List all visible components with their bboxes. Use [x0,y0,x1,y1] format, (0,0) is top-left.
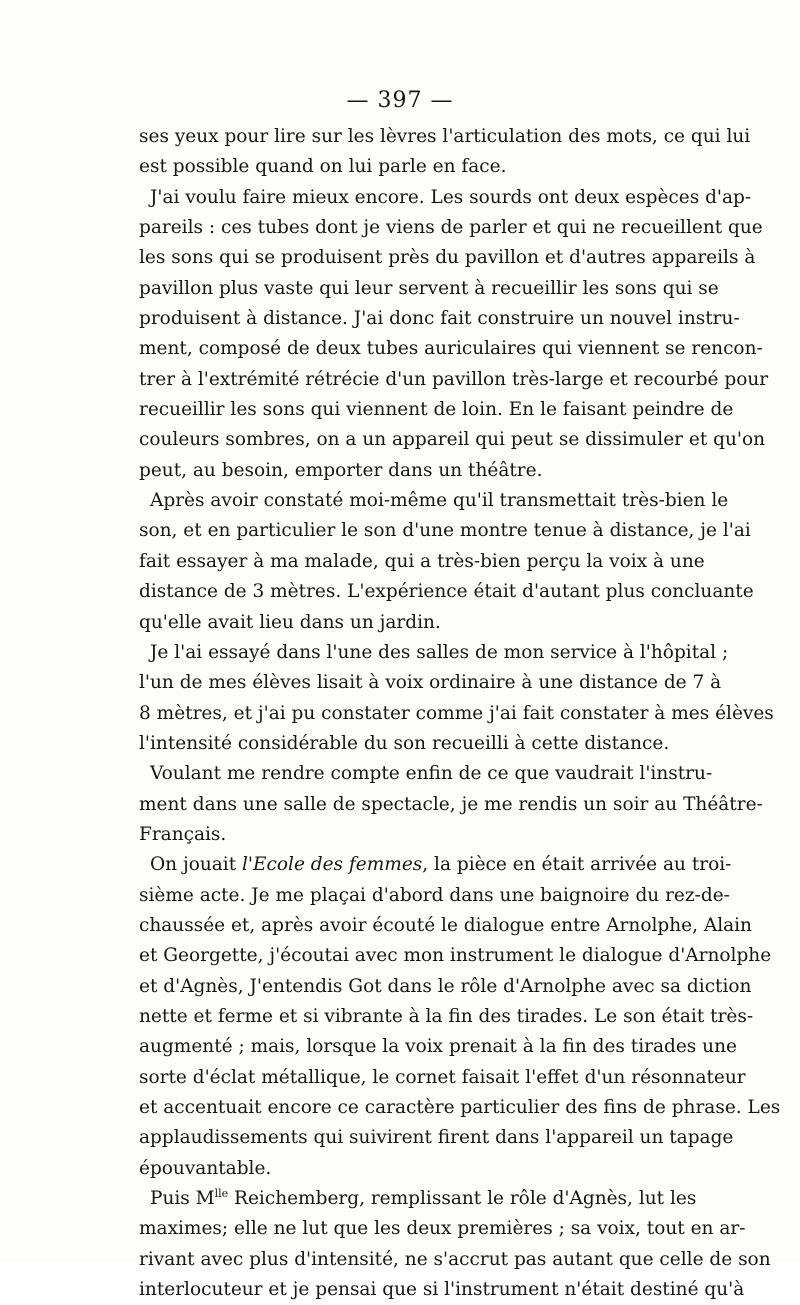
text-line: pavillon plus vaste qui leur servent à recueillir les sons qui se [139,277,719,299]
text-line: J'ai voulu faire mieux encore. Les sourds ont deux espèces d'ap- [150,186,752,208]
text-line: produisent à distance. J'ai donc fait construire un nouvel instru- [139,308,740,330]
text-line: augmenté ; mais, lorsque la voix prenait à la fin des tirades une [139,1036,737,1058]
text-line: trer à l'extrémité rétrécie d'un pavillon très-large et recourbé pour [139,368,769,390]
text-line: Après avoir constaté moi-même qu'il transmettait très-bien le [150,490,729,512]
text-line [139,1184,697,1214]
text-line: les sons qui se produisent près du pavillon et d'autres appareils à [139,247,756,269]
text-line: couleurs sombres, on a un appareil qui peut se dissimuler et qu'on [139,429,766,451]
text-line: ses yeux pour lire sur les lèvres l'articulation des mots, ce qui lui [139,126,751,147]
text-line: Français. [139,823,227,845]
text-line: maximes; elle ne lut que les deux premières ; sa voix, tout en ar- [139,1218,746,1240]
text-line: et Georgette, j'écoutai avec mon instrument le dialogue d'Arnolphe [139,945,772,967]
text-line: Voulant me rendre compte enfin de ce que vaudrait l'instru- [150,763,713,785]
text-line: nette et ferme et si vibrante à la fin des tirades. Le son était très- [139,1005,754,1027]
text-line: distance de 3 mètres. L'expérience était d'autant plus concluante [139,581,754,603]
text-line: 8 mètres, et j'ai pu constater comme j'ai fait constater à mes élèves [139,702,774,724]
text-line: peut, au besoin, emporter dans un théâtre. [139,459,543,481]
text-line: ment dans une salle de spectacle, je me rendis un soir au Théâtre- [139,793,763,815]
text-line [139,850,732,880]
text-line: son, et en particulier le son d'une montre tenue à distance, je l'ai [139,520,751,542]
text-segment: , la pièce en était arrivée au troi- [422,854,732,876]
text-line: applaudissements qui suivirent firent dans l'appareil un tapage [139,1127,734,1149]
superscript-abbrev: lle [214,1186,229,1200]
text-line: et d'Agnès, J'entendis Got dans le rôle d'Arnolphe avec sa diction [139,975,752,997]
text-line: qu'elle avait lieu dans un jardin. [139,611,441,633]
text-line: ment, composé de deux tubes auriculaires qui viennent se rencon- [139,338,763,360]
text-line: est possible quand on lui parle en face. [139,156,507,178]
text-line: recueillir les sons qui viennent de loin. En le faisant peindre de [139,399,734,421]
text-line: pareils : ces tubes dont je viens de parler et qui ne recueillent que [139,217,763,239]
text-line: sorte d'éclat métallique, le cornet faisait l'effet d'un résonnateur [139,1066,746,1088]
text-line: sième acte. Je me plaçai d'abord dans une baignoire du rez-de- [139,884,730,906]
text-line: chaussée et, après avoir écouté le dialogue entre Arnolphe, Alain [139,914,752,936]
text-line: l'un de mes élèves lisait à voix ordinaire à une distance de 7 à [139,672,722,694]
text-line: Je l'ai essayé dans l'une des salles de mon service à l'hôpital ; [150,641,729,663]
text-segment: Reichemberg, remplissant le rôle d'Agnès, lut les [228,1188,697,1210]
text-line: et accentuait encore ce caractère particulier des fins de phrase. Les [139,1097,781,1118]
text-line: épouvantable. [139,1157,272,1179]
text-line: rivant avec plus d'intensité, ne s'accrut pas autant que celle de son [139,1248,771,1270]
text-line: interlocuteur et je pensai que si l'instrument n'était destiné qu'à [139,1279,745,1301]
text-line: fait essayer à ma malade, qui a très-bien perçu la voix à une [139,550,705,572]
text-segment: On jouait [150,854,243,876]
text-segment: Puis M [150,1188,215,1210]
page-number: — 397 — [346,88,454,113]
italic-title: l'Ecole des femmes [242,854,423,876]
body-text [139,122,781,1305]
text-line: l'intensité considérable du son recueilli à cette distance. [139,732,670,754]
